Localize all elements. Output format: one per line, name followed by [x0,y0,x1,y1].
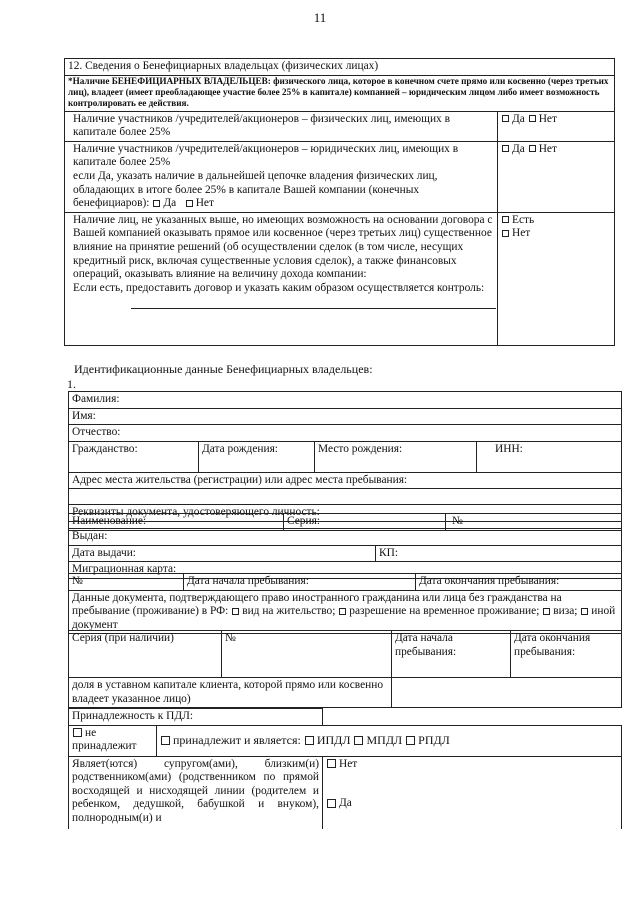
q2b-yes-checkbox[interactable] [153,200,160,207]
beneficiary-note: *Наличие БЕНЕФИЦИАРНЫХ ВЛАДЕЛЬЦЕВ: физического лица, которое в конечном счете прямо или косвенно (через третьих лиц), владеет (имеет преобладающее участие более 25% в капитале) компанией – юридическим лицом либо имеет возможность контролировать ее действия. [65,75,615,111]
q2-no-checkbox[interactable] [529,145,536,152]
q1-no-label: Нет [538,112,557,125]
doc-name-field[interactable]: Наименование: [69,514,284,531]
patronymic-field[interactable]: Отчество: [69,425,622,442]
migration-card-title: Миграционная карта: [69,562,622,579]
q2-text-b: если Да, указать наличие в дальнейшей цепочке владения физических лиц, обладающих в итоге более 25% в капитале Вашей компании (конечных бенефициаров): Да Нет [73,169,438,210]
q3-no-label: Нет [512,227,531,240]
pdl-belongs-cell: принадлежит и является: ИПДЛ МПДЛ РПДЛ [157,725,622,756]
q3-exists-checkbox[interactable] [502,216,509,223]
q1-yes-label: Да [512,112,525,125]
foreign-stay-start-field[interactable]: Дата начала пребывания: [392,631,511,678]
q2-cell [65,141,498,212]
control-line[interactable] [131,308,496,309]
stay-start-field[interactable]: Дата начала пребывания: [184,574,416,591]
address-field[interactable] [69,489,622,505]
doc-title: Реквизиты документа, удостоверяющего личность: [69,505,622,522]
stay-end-field[interactable]: Дата окончания пребывания: [416,574,622,591]
q3-cell [65,212,498,345]
q2-options [498,141,615,212]
q3-text: Наличие лиц, не указанных выше, но имеющих возможность на основании договора с Вашей компанией оказывать прямое или косвенное (через третьих лиц) существенное влияние на принятие решений (об осуществлении сделок (в том числе, несущих кредитный риск, включая существенные условия сделок), а также финансовых операций, оказывать влияние на величину дохода компании: [73,213,493,281]
residence-permit-checkbox[interactable] [232,608,239,615]
pdl-relative-yes-checkbox[interactable] [327,799,336,808]
residence-permit-label: вид на жительство; [242,605,336,618]
issued-by-field[interactable]: Выдан: [69,529,622,546]
migration-number-field[interactable]: № [69,574,184,591]
citizenship-field[interactable]: Гражданство: [69,441,199,472]
ident-title: Идентификационные данные Бенефициарных владельцев: [74,362,373,376]
birth-place-field[interactable]: Место рождения: [315,441,477,472]
foreign-number-field[interactable]: № [222,631,392,678]
foreign-doc-cell [69,590,622,634]
temp-residence-label: разрешение на временное проживание; [349,605,540,618]
share-value-field[interactable] [392,678,622,708]
q1-no-checkbox[interactable] [529,115,536,122]
foreign-stay-end-field[interactable]: Дата окончания пребывания: [511,631,622,678]
doc-series-field[interactable]: Серия: [284,514,446,531]
beneficiary-section-table [64,58,615,346]
ident-table-migration [68,573,622,634]
temp-residence-checkbox[interactable] [339,608,346,615]
pdl-belongs-checkbox[interactable] [161,736,170,745]
kp-field[interactable]: КП: [376,545,622,562]
page-number: 11 [313,10,327,25]
pdl-relative-options: Нет Да [323,756,622,829]
q2b-yes-label: Да [163,197,177,210]
q2-no-label: Нет [538,142,557,155]
q2-yes-checkbox[interactable] [502,145,509,152]
q3-text-b: Если есть, предоставить договор и указать каким образом осуществляется контроль: [73,281,485,294]
q3-no-checkbox[interactable] [502,230,509,237]
pdl-table [68,708,622,829]
other-doc-checkbox[interactable] [581,608,588,615]
pdl-title: Принадлежность к ПДЛ: [69,709,323,726]
section-title: 12. Сведения о Бенефициарных владельцах (физических лицах) [65,59,615,76]
foreign-doc-text: Данные документа, подтверждающего право иностранного гражданина или лица без гражданства на пребывание (проживание) в РФ: [72,591,562,618]
share-text: доля в уставном капитале клиента, которой прямо или косвенно владеет указанное лицо) [69,678,392,708]
q3-exists-label: Есть [512,213,535,226]
visa-label: виза; [553,605,578,618]
ident-table-a [68,391,622,522]
q3-options [498,212,615,345]
pdl-relative-no-checkbox[interactable] [327,759,336,768]
pdl-relative-text: Являет(ются) супругом(ами), близким(и) родственником(ами) (родственником по прямой восходящей и нисходящей линии (родителем и ребенком, дедушкой, бабушкой и внуком), полнородным(и) и [69,756,323,829]
birth-date-field[interactable]: Дата рождения: [199,441,315,472]
address-label: Адрес места жительства (регистрации) или адрес места пребывания: [69,472,622,489]
issue-date-field[interactable]: Дата выдачи: [69,545,376,562]
ident-number: 1. [67,377,76,391]
surname-field[interactable]: Фамилия: [69,392,622,409]
other-doc-label: иной документ [72,605,616,631]
pdl-not-belongs-checkbox[interactable] [73,728,82,737]
q2-yes-label: Да [512,142,525,155]
q1-yes-checkbox[interactable] [502,115,509,122]
ident-table-issue [68,528,622,579]
ident-table-share [68,677,622,708]
q2b-no-label: Нет [195,197,214,210]
doc-number-field[interactable]: № [446,514,622,531]
name-field[interactable]: Имя: [69,408,622,425]
visa-checkbox[interactable] [543,608,550,615]
inn-field[interactable]: ИНН: [477,441,622,472]
pdl-mpdl-checkbox[interactable] [354,736,363,745]
pdl-ipdl-checkbox[interactable] [305,736,314,745]
ident-table-foreign [68,630,622,678]
q1-options [498,111,615,141]
q2b-no-checkbox[interactable] [186,200,193,207]
q2-text: Наличие участников /учредителей/акционеров – юридических лиц, имеющих в капитале более 25% [73,142,459,169]
foreign-series-field[interactable]: Серия (при наличии) [69,631,222,678]
pdl-not-belongs-cell: не принадлежит [69,725,157,756]
q1-text: Наличие участников /учредителей/акционеров – физических лиц, имеющих в капитале более 25% [65,111,498,141]
pdl-rpdl-checkbox[interactable] [406,736,415,745]
